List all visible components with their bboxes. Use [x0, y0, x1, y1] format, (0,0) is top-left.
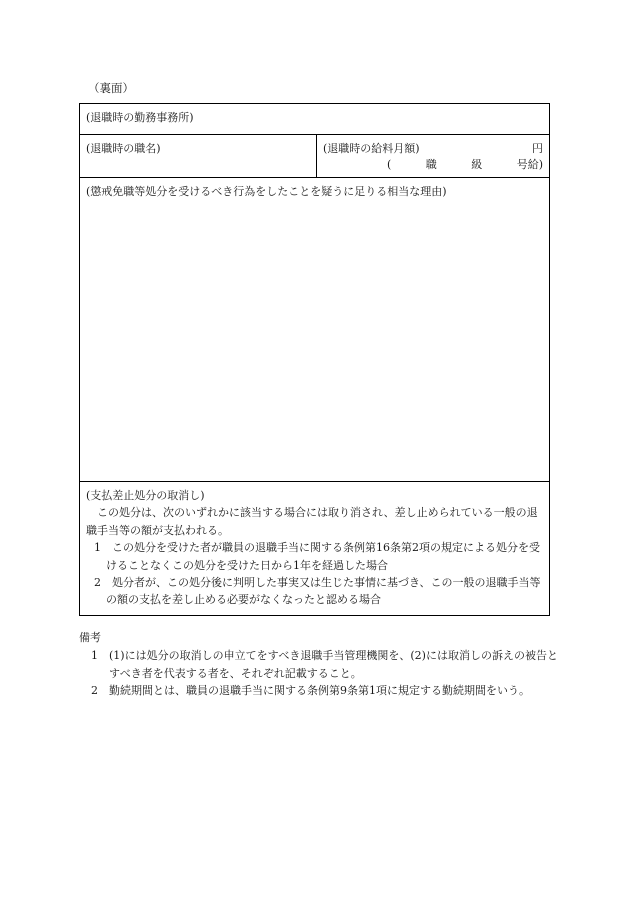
salary-line [323, 142, 543, 157]
cancellation-row [80, 482, 549, 615]
notes-section [79, 629, 559, 700]
salary-unit: 円 [532, 142, 543, 155]
reason-label: (懲戒免職等処分を受けるべき行為をしたことを疑うに足りる相当な理由) [86, 185, 447, 198]
office-label: (退職時の勤務事務所) [86, 111, 194, 124]
note-item: 1 (1)には処分の取消しの申立てをすべき退職手当管理機関を、(2)には取消しの訴えの被告とすべき者を代表する者を、それぞれ記載すること。 [91, 648, 558, 680]
cancellation-item: 1 この処分を受けた者が職員の退職手当に関する条例第16条第2項の規定による処分を受けることなくこの処分を受けた日から1年を経過した場合 [94, 541, 540, 572]
grade-kyu: 級 [471, 157, 483, 171]
notes-title: 備考 [79, 631, 101, 644]
grade-shoku: 職 [425, 157, 437, 171]
cancellation-intro: この処分は、次のいずれかに該当する場合には取り消され、差し止められている一般の退職手当等の額が支払われる。 [86, 506, 538, 537]
reason-row [80, 178, 549, 482]
grade-open-paren: ( [387, 157, 392, 171]
cancellation-title: (支払差止処分の取消し) [86, 489, 205, 502]
reverse-side-label: （裏面） [88, 81, 134, 95]
grade-gokyu: 号給) [516, 157, 543, 171]
position-label: (退職時の職名) [86, 142, 161, 155]
salary-cell [317, 135, 549, 177]
grade-line [323, 158, 543, 173]
position-cell [80, 135, 317, 177]
form-table [79, 103, 550, 616]
note-item: 2 勤続期間とは、職員の退職手当に関する条例第9条第1項に規定する勤続期間をいう。 [91, 684, 530, 698]
salary-label: (退職時の給料月額) [323, 142, 420, 155]
office-row [80, 104, 549, 135]
cancellation-item: 2 処分者が、この処分後に判明した事実又は生じた事情に基づき、この一般の退職手当等の額の支払を差し止める必要がなくなったと認める場合 [94, 575, 541, 607]
position-salary-row [80, 135, 549, 178]
